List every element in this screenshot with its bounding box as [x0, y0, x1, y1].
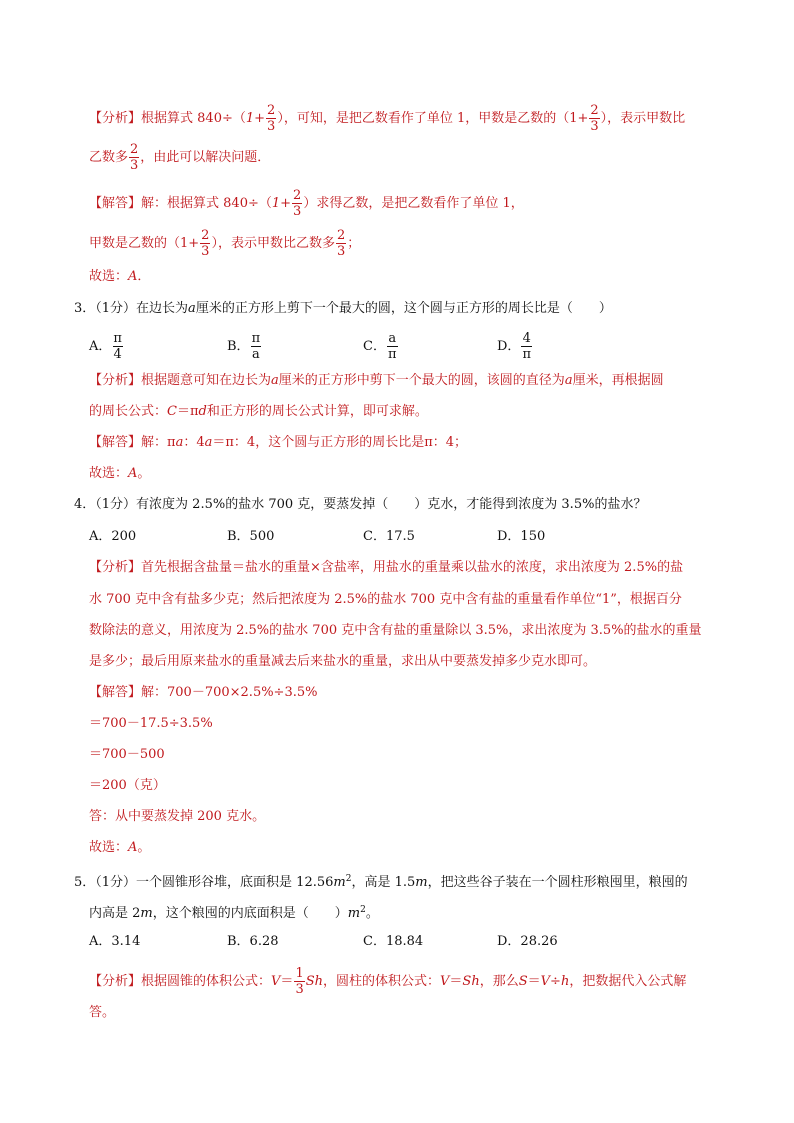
numerator: 2 — [130, 142, 139, 157]
unit: m — [347, 906, 361, 921]
text: ＝π — [176, 404, 199, 419]
q3-option-b — [227, 332, 262, 361]
q4-option-a: A．200 — [89, 529, 137, 544]
variable: Sh — [462, 974, 480, 989]
q4-option-b: B．500 — [227, 529, 275, 544]
numerator: π — [113, 331, 122, 346]
text: ），可知，是把乙数看作了单位 1，甲数是乙数的（1+ — [277, 111, 589, 126]
q2-solution-line1 — [89, 189, 524, 218]
unit: m — [140, 906, 153, 921]
q2-analysis-line2 — [89, 143, 270, 172]
numerator: 2 — [201, 228, 210, 243]
q4-answer: 答：从中要蒸发掉 200 克水。 — [89, 809, 266, 824]
text: ），表示甲数比 — [600, 111, 686, 126]
text: 3．（1分）在边长为 — [74, 301, 189, 316]
answer-letter: A — [128, 269, 138, 284]
text: ，这个粮囤的内底面积是（ ） — [152, 906, 348, 921]
fraction-2-3 — [266, 104, 276, 133]
q3-solution — [89, 433, 467, 453]
denominator: a — [251, 347, 260, 362]
exponent: 2 — [345, 874, 352, 884]
text: 根据圆锥的体积公式： — [141, 974, 272, 989]
text: 厘米，再根据圆 — [572, 373, 664, 388]
fraction-1-3 — [294, 967, 304, 996]
q4-solution-line3: ＝700－500 — [89, 747, 165, 762]
q4-solution-line2: ＝700－17.5÷3.5% — [89, 716, 213, 731]
text: 甲数是乙数的（1+ — [89, 236, 200, 251]
q3-analysis-line2 — [89, 402, 428, 422]
analysis-tag: 【分析】 — [89, 111, 142, 126]
text: 故选： — [89, 269, 129, 284]
text: ＝ — [449, 974, 463, 989]
text: 根据题意可知在边长为 — [141, 373, 272, 388]
analysis-tag: 【分析】 — [89, 974, 142, 989]
text: 故选： — [89, 840, 129, 855]
unit: m — [333, 875, 346, 890]
variable: d — [198, 404, 207, 419]
fraction-2-3 — [200, 229, 210, 258]
variable: a — [175, 435, 184, 450]
exponent: 2 — [360, 905, 366, 915]
q4-analysis-line4: 是多少；最后用原来盐水的重量减去后来盐水的重量，求出从中要蒸发掉多少克水即可。 — [89, 654, 597, 669]
numerator: 2 — [336, 228, 346, 243]
q2-choice — [89, 267, 150, 287]
denominator: π — [522, 347, 531, 362]
option-label: A． — [89, 339, 112, 354]
text: 内高是 2 — [89, 906, 141, 921]
q5-analysis-line1 — [89, 967, 686, 996]
fraction-2-3 — [129, 143, 139, 172]
fraction-2-3 — [292, 189, 302, 218]
numerator: a — [388, 331, 397, 346]
text: 。 — [137, 840, 151, 855]
q4-option-c: C．17.5 — [363, 529, 415, 544]
q5-option-a: A．3.14 — [89, 934, 141, 949]
solution-tag: 【解答】 — [89, 435, 142, 450]
variable: S — [518, 974, 528, 989]
q5-analysis-line2: 答。 — [89, 1005, 116, 1020]
fraction-2-3 — [336, 229, 346, 258]
variable: h — [560, 974, 570, 989]
q3-option-a — [89, 332, 124, 361]
text: ． — [137, 269, 151, 284]
numerator: 2 — [293, 188, 302, 203]
fraction-2-3 — [589, 104, 599, 133]
q5-stem-line2 — [89, 900, 379, 924]
text: ，把数据代入公式解 — [569, 974, 687, 989]
text: ＝π：4，这个圆与正方形的周长比是π：4； — [212, 435, 468, 450]
q4-analysis-line1 — [89, 558, 683, 578]
fraction — [112, 332, 123, 361]
text: 。 — [365, 906, 379, 921]
variable: a — [271, 373, 279, 388]
answer-letter: A — [128, 466, 138, 481]
text: 5．（1分）一个圆锥形谷堆，底面积是 12.56 — [74, 875, 334, 890]
q4-solution-line4: ＝200（克） — [89, 778, 166, 793]
option-label: C． — [363, 339, 386, 354]
text: 。 — [137, 466, 151, 481]
text: 1+ — [245, 111, 266, 126]
text: 1+ — [271, 196, 292, 211]
text: 厘米的正方形中剪下一个最大的圆，该圆的直径为 — [278, 373, 565, 388]
answer-letter: A — [128, 840, 138, 855]
option-label: B． — [227, 339, 250, 354]
denominator: 3 — [130, 158, 139, 173]
variable: V — [540, 974, 551, 989]
q4-option-d: D．150 — [497, 529, 546, 544]
text: 根据算式 840÷（ — [141, 111, 246, 126]
q3-stem — [74, 299, 612, 319]
q5-stem-line1 — [74, 869, 688, 893]
q5-option-b: B．6.28 — [227, 934, 279, 949]
fraction — [387, 332, 398, 361]
denominator: 3 — [267, 119, 276, 134]
text: 首先根据含盐量＝盐水的重量×含盐率，用盐水的重量乘以盐水的浓度，求出浓度为 2.5%的盐 — [141, 560, 684, 575]
text: 解：π — [141, 435, 176, 450]
variable: a — [564, 373, 573, 388]
solution-tag: 【解答】 — [89, 685, 142, 700]
denominator: π — [387, 347, 397, 362]
text: ，由此可以解决问题． — [140, 150, 271, 165]
denominator: 3 — [590, 119, 599, 134]
analysis-tag: 【分析】 — [89, 560, 142, 575]
text: ），表示甲数比乙数多 — [211, 236, 335, 251]
text: 故选： — [89, 466, 129, 481]
text: 的周长公式： — [89, 404, 168, 419]
text: ，圆柱的体积公式： — [323, 974, 441, 989]
text: ：4 — [183, 435, 205, 450]
fraction — [521, 332, 532, 361]
q3-option-d — [497, 332, 533, 361]
variable: V — [440, 974, 450, 989]
variable: C — [167, 404, 177, 419]
text: ＝ — [527, 974, 541, 989]
text: 解：根据算式 840÷（ — [141, 196, 272, 211]
q4-choice — [89, 838, 150, 858]
q4-analysis-line3: 数除法的意义，用浓度为 2.5%的盐水 700 克中含有盐的重量除以 3.5%，求出浓度为 3.5%的盐水的重量 — [89, 623, 702, 638]
text: ＝ — [280, 974, 294, 989]
text: 解：700－700×2.5%÷3.5% — [141, 685, 318, 700]
numerator: 2 — [590, 103, 599, 118]
q4-stem: 4．（1分）有浓度为 2.5%的盐水 700 克，要蒸发掉（ ）克水，才能得到浓度为 3.5%的盐水？ — [74, 497, 647, 512]
variable: a — [188, 301, 196, 316]
denominator: 3 — [336, 244, 346, 259]
q3-choice — [89, 464, 150, 484]
variable: a — [204, 435, 213, 450]
unit: m — [415, 875, 428, 890]
text: ）求得乙数，是把乙数看作了单位 1， — [303, 196, 524, 211]
numerator: 2 — [267, 103, 276, 118]
text: 和正方形的周长公式计算，即可求解。 — [206, 404, 428, 419]
variable: Sh — [305, 974, 323, 989]
text: ，那么 — [479, 974, 519, 989]
denominator: 4 — [113, 347, 122, 362]
text: ； — [347, 236, 361, 251]
text: ，高是 1.5 — [351, 875, 416, 890]
numerator: 4 — [522, 331, 531, 346]
q3-analysis-line1 — [89, 371, 664, 391]
denominator: 3 — [201, 244, 210, 259]
q4-analysis-line2: 水 700 克中含有盐多少克；然后把浓度为 2.5%的盐水 700 克中含有盐的重量看作单位“1”，根据百分 — [89, 592, 682, 607]
text: ，把这些谷子装在一个圆柱形粮囤里，粮囤的 — [427, 875, 688, 890]
denominator: 3 — [295, 982, 304, 997]
q2-analysis-line1 — [89, 104, 685, 133]
numerator: 1 — [295, 966, 304, 981]
fraction — [251, 332, 262, 361]
denominator: 3 — [293, 204, 302, 219]
q3-option-c — [363, 332, 399, 361]
option-label: D． — [497, 339, 521, 354]
q2-solution-line2 — [89, 229, 360, 258]
q5-option-c: C．18.84 — [363, 934, 424, 949]
text: 乙数多 — [89, 150, 129, 165]
text: 厘米的正方形上剪下一个最大的圆，这个圆与正方形的周长比是（ ） — [195, 301, 612, 316]
analysis-tag: 【分析】 — [89, 373, 142, 388]
q4-solution-line1 — [89, 683, 317, 703]
text: ÷ — [550, 974, 561, 989]
solution-tag: 【解答】 — [89, 196, 142, 211]
variable: V — [271, 974, 281, 989]
q5-option-d: D．28.26 — [497, 934, 558, 949]
numerator: π — [251, 331, 261, 346]
